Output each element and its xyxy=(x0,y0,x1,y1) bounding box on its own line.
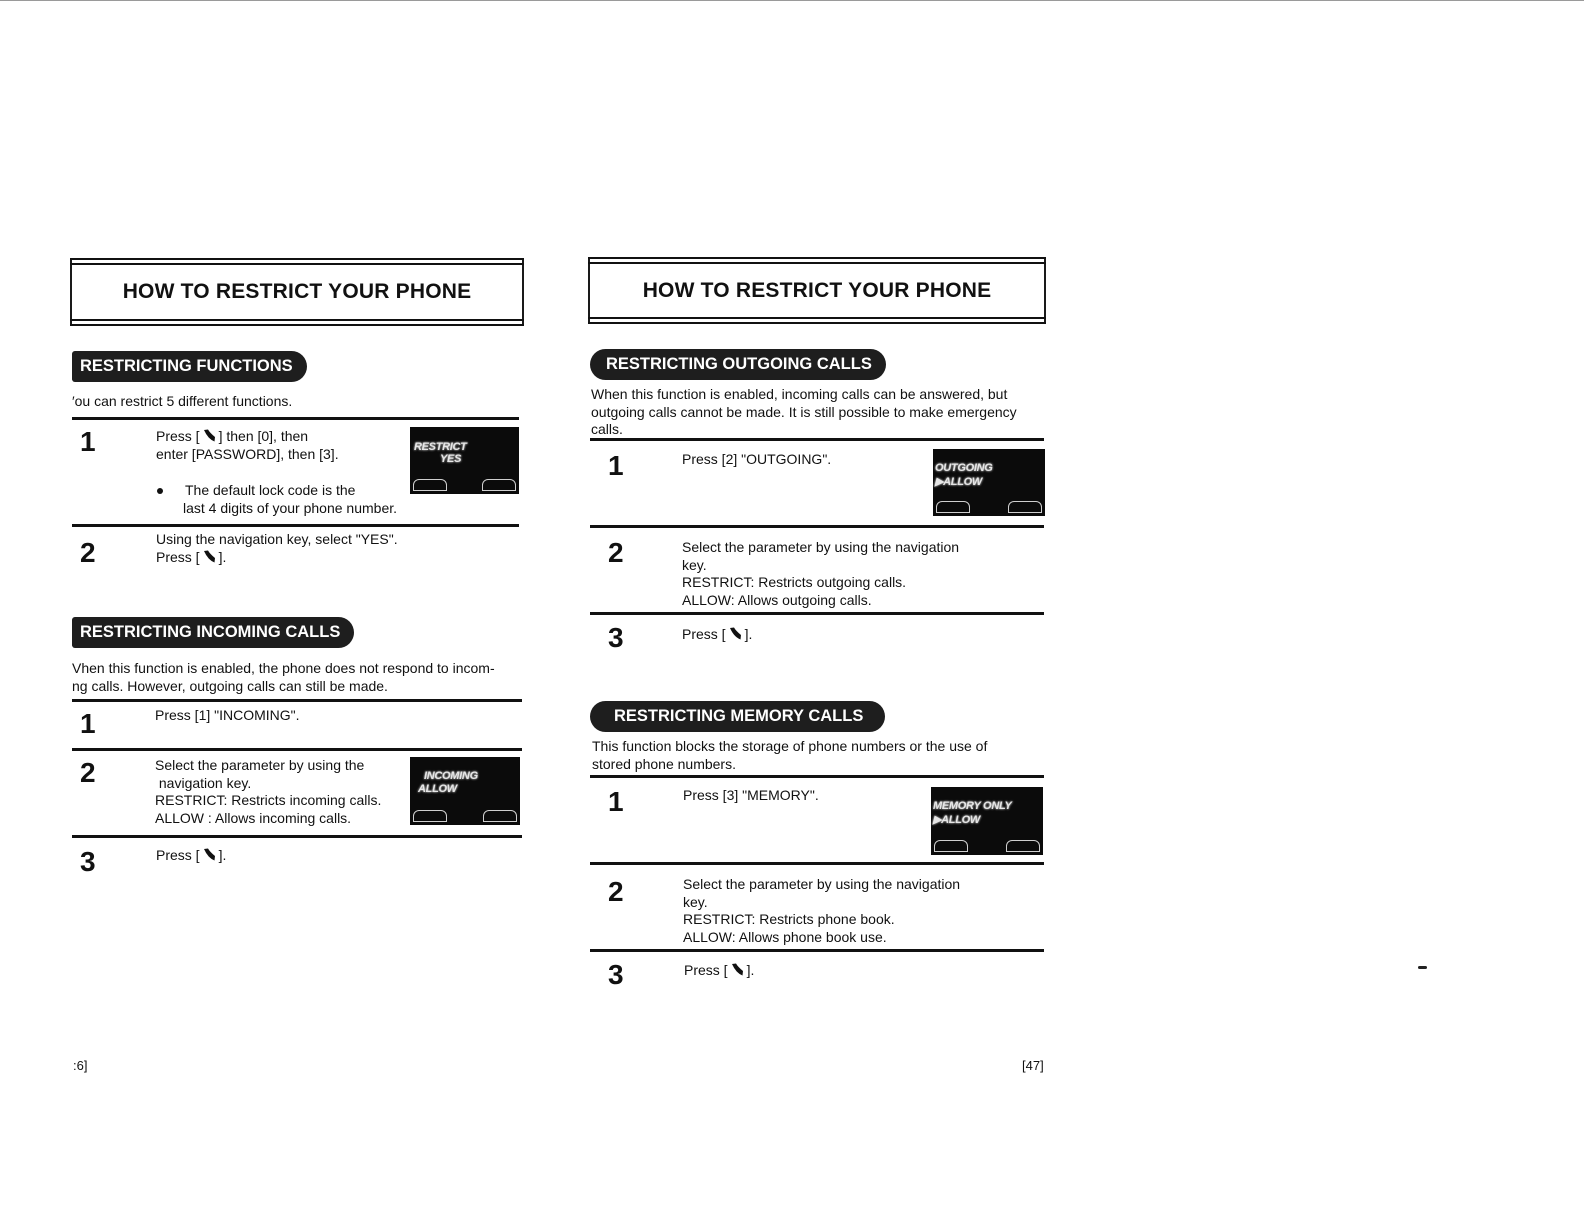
page-title: HOW TO RESTRICT YOUR PHONE xyxy=(122,280,472,303)
softkey-right xyxy=(1008,501,1042,513)
section-intro xyxy=(591,386,1017,439)
intro-line: This function blocks the storage of phone numbers or the use of xyxy=(592,738,988,754)
step-line xyxy=(156,428,339,446)
send-key-icon xyxy=(729,627,742,642)
step-text-post: ] then [0], then xyxy=(218,428,309,444)
screen-label: ▶ALLOW xyxy=(933,814,980,826)
step-number: 1 xyxy=(80,708,96,739)
step-text xyxy=(156,531,398,566)
step-number: 1 xyxy=(608,786,624,817)
step-divider xyxy=(590,438,1044,441)
softkey-left xyxy=(413,479,447,491)
intro-line: outgoing calls cannot be made. It is still possible to make emergency xyxy=(591,403,1017,420)
step-divider xyxy=(72,748,522,751)
step-line: enter [PASSWORD], then [3]. xyxy=(156,445,339,462)
step-text-post: ]. xyxy=(218,847,227,863)
bullet-line: last 4 digits of your phone number. xyxy=(183,499,398,516)
step-number: 2 xyxy=(608,537,624,568)
screen-label: RESTRICT xyxy=(414,441,467,453)
step-text xyxy=(683,876,960,946)
step-text xyxy=(682,539,959,609)
step-line: Using the navigation key, select "YES". xyxy=(156,531,398,547)
section-intro: ′ou can restrict 5 different functions. xyxy=(72,393,293,409)
phone-screen-image xyxy=(933,449,1045,516)
step-line: key. xyxy=(682,556,707,573)
softkey-left xyxy=(413,810,447,822)
section-intro xyxy=(72,660,495,695)
step-divider xyxy=(590,775,1044,778)
bullet-dot xyxy=(157,488,163,494)
step-text xyxy=(155,757,381,827)
step-line: Press [3] "MEMORY". xyxy=(683,787,819,803)
step-line: RESTRICT: Restricts outgoing calls. xyxy=(682,574,907,590)
step-line xyxy=(156,847,226,865)
step-line xyxy=(682,626,752,644)
step-line: RESTRICT: Restricts incoming calls. xyxy=(155,792,382,808)
send-key-icon xyxy=(203,550,216,565)
softkey-left xyxy=(934,840,968,852)
section-heading-restricting-outgoing-calls: RESTRICTING OUTGOING CALLS xyxy=(590,349,886,380)
step-divider xyxy=(590,612,1044,615)
screen-label: INCOMING xyxy=(424,770,478,782)
section-heading-restricting-functions: RESTRICTING FUNCTIONS xyxy=(72,351,307,382)
step-divider xyxy=(72,835,522,838)
intro-line: calls. xyxy=(591,421,623,437)
step-line: ALLOW : Allows incoming calls. xyxy=(155,809,352,826)
step-divider xyxy=(72,699,522,702)
screen-label: MEMORY ONLY xyxy=(933,800,1012,812)
send-key-icon xyxy=(203,429,216,444)
step-text xyxy=(682,451,831,469)
step-divider xyxy=(590,862,1044,865)
step-number: 3 xyxy=(608,959,624,990)
step-number: 3 xyxy=(80,846,96,877)
step-text-pre: Press [ xyxy=(156,847,200,863)
step-line: Press [2] "OUTGOING". xyxy=(682,451,832,467)
step-text-pre: Press [ xyxy=(156,548,200,565)
step-number: 2 xyxy=(608,876,624,907)
intro-line: When this function is enabled, incoming calls can be answered, but xyxy=(591,386,1008,402)
page-title-box-left xyxy=(70,258,524,326)
step-line: ALLOW: Allows outgoing calls. xyxy=(682,591,872,608)
step-line xyxy=(156,549,398,567)
screen-label: YES xyxy=(440,453,462,465)
step-line: Select the parameter by using the xyxy=(155,757,365,773)
step-text-post: ]. xyxy=(746,962,755,978)
top-rule xyxy=(0,0,1584,1)
step-text xyxy=(156,428,339,463)
screen-label: ALLOW xyxy=(418,783,457,795)
note-bullet xyxy=(157,482,397,517)
step-number: 2 xyxy=(80,537,96,568)
step-line: key. xyxy=(683,893,708,910)
step-text xyxy=(683,787,819,805)
page-title: HOW TO RESTRICT YOUR PHONE xyxy=(642,279,992,302)
step-line: Select the parameter by using the navigation xyxy=(682,539,960,555)
step-line: Select the parameter by using the navigation xyxy=(683,876,961,892)
page-title-box-right xyxy=(588,257,1046,324)
phone-screen-image xyxy=(410,757,520,825)
step-line: Press [1] "INCOMING". xyxy=(155,707,300,723)
title-rule-top xyxy=(70,258,524,265)
softkey-left xyxy=(936,501,970,513)
title-rule-top xyxy=(588,257,1046,264)
step-text-pre: Press [ xyxy=(156,428,200,444)
page-number-left: :6] xyxy=(73,1058,88,1073)
intro-line: ng calls. However, outgoing calls can still be made. xyxy=(72,677,388,694)
title-rule-bottom xyxy=(588,317,1046,324)
section-heading-restricting-memory-calls: RESTRICTING MEMORY CALLS xyxy=(590,701,885,732)
step-divider xyxy=(72,524,519,527)
scan-speck xyxy=(1418,966,1427,969)
bullet-line: The default lock code is the xyxy=(185,482,356,498)
step-text-pre: Press [ xyxy=(682,626,726,642)
step-text-pre: Press [ xyxy=(684,962,728,978)
step-divider xyxy=(590,525,1044,528)
softkey-right xyxy=(1006,840,1040,852)
intro-line: Vhen this function is enabled, the phone does not respond to incom- xyxy=(72,660,495,676)
step-text xyxy=(156,847,226,865)
section-intro xyxy=(592,738,987,773)
section-heading-restricting-incoming-calls: RESTRICTING INCOMING CALLS xyxy=(72,617,354,648)
title-rule-bottom xyxy=(70,319,524,326)
step-number: 2 xyxy=(80,757,96,788)
step-text-post: ]. xyxy=(218,548,227,565)
step-number: 1 xyxy=(80,426,96,457)
send-key-icon xyxy=(731,963,744,978)
screen-label: ▶ALLOW xyxy=(935,476,982,488)
step-text xyxy=(682,626,752,644)
step-divider xyxy=(72,417,519,420)
step-number: 1 xyxy=(608,450,624,481)
send-key-icon xyxy=(203,848,216,863)
phone-screen-image xyxy=(410,427,519,494)
page-number-right: [47] xyxy=(1022,1058,1044,1073)
step-line xyxy=(684,962,754,980)
step-number: 3 xyxy=(608,622,624,653)
step-line: RESTRICT: Restricts phone book. xyxy=(683,911,895,927)
step-line: ALLOW: Allows phone book use. xyxy=(683,928,887,945)
screen-label: OUTGOING xyxy=(935,462,993,474)
phone-screen-image xyxy=(931,787,1043,855)
step-divider xyxy=(590,949,1044,952)
step-text-post: ]. xyxy=(744,626,753,642)
step-text xyxy=(155,707,300,725)
intro-line: stored phone numbers. xyxy=(592,755,736,772)
step-text xyxy=(684,962,754,980)
softkey-right xyxy=(483,810,517,822)
softkey-right xyxy=(482,479,516,491)
step-line: navigation key. xyxy=(155,774,252,791)
